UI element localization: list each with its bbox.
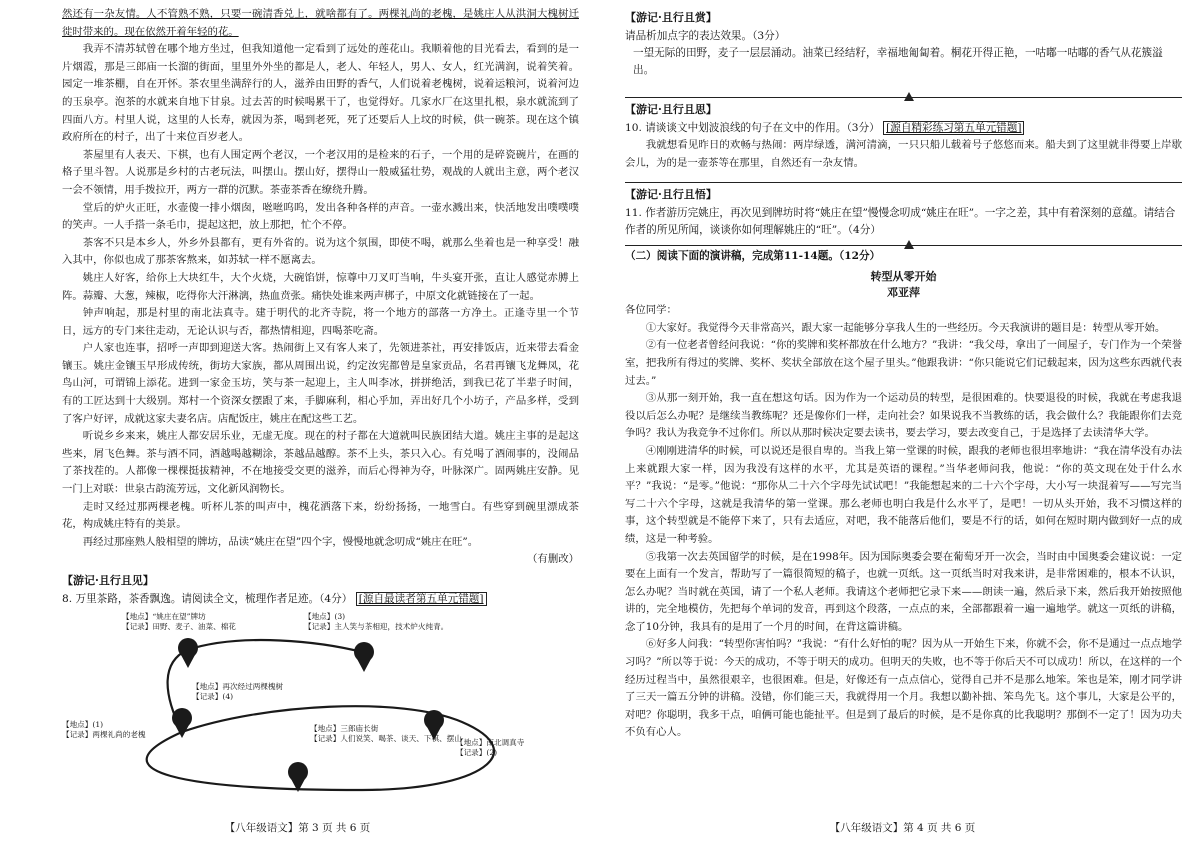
divider-triangle <box>904 240 914 249</box>
map-record: 【记录】(2) <box>456 748 498 757</box>
question-11: 11. 作者游历完姚庄，再次见到牌坊时将“姚庄在望”慢慢念叨成“姚庄在旺”。一字之差，其中有着深刻的意蕴。请结合作者的所见所闻，谈谈你如何理解姚庄的“旺”。（4分） <box>625 207 1176 237</box>
marker-pin <box>178 638 198 668</box>
map-label-top-left <box>122 612 236 632</box>
paragraph: 听说乡乡来来，姚庄人都安居乐业，无虚无度。现在的村子都在大道就叫民族团结大道。姚庄主事的是起这些来，屑飞色舞。茶与酒不同，酒越喝越糊涂，茶越品越醇。茶不上头，茶只入心。有兑喝了酒闹事的，没闹品了茶找茬的。人都像一棵棵挺拔精神，不在地接受交更的滋养，而后心得神为夺，叶脉深广。固两姚庄安静。见一门上对联：世泉古韵流芳远，文化新风润物长。 <box>62 430 579 496</box>
paragraph: 姚庄人好客，给你上大块红牛，大个火烧，大碗馅饼，惊尊中刀叉叮当响，牛头宴开张，直让人感觉赤膊上阵。蒜瓣、大葱，辣椒，吃得你大汗淋漓，热血贲张。痛快处谁来两声梆子，中原文化就链接在了一起。 <box>62 271 579 302</box>
marker-pin <box>354 642 374 672</box>
paragraph: 茶屋里有人表天、下棋，也有人围定两个老汉，一个老汉用的是检来的石子，一个用的是碎瓷碗片，在画的格子里斗智。人说那是乡村的古老玩法，叫摆山。摆山好，摆得山一般威猛壮势，观战的人就出主意，两个老汉一会不领情，用手拨拉开，两方一群的沉默。茶壶茶香在缭绕升腾。 <box>62 148 579 196</box>
question-10 <box>625 120 1182 137</box>
speech-paragraph: ①大家好。我觉得今天非常高兴，跟大家一起能够分享我人生的一些经历。今天我演讲的题目是：转型从零开始。 <box>645 321 1166 334</box>
route-map-svg <box>62 612 582 802</box>
marker-pin <box>172 708 192 738</box>
paragraph: 再经过那座熟人般相望的牌坊，品读“姚庄在望”四个字，慢慢地就念叨成“姚庄在旺”。 <box>82 535 479 548</box>
speech-paragraph: ②有一位老者曾经问我说：“你的奖牌和奖杯都放在什么地方？”我讲：“我父母，拿出了一间屋子，专门作为一个荣誉室，把我所有得过的奖牌、奖杯、奖状全部放在这个屋子里头。”他跟我讲：“你只能说它们记载起来，因为这些东西就代表过去。” <box>625 339 1182 387</box>
paragraph <box>62 6 579 41</box>
question-10-text: 10. 请谈谈文中划波浪线的句子在文中的作用。（3分） <box>625 122 880 134</box>
map-record: 【记录】田野、麦子、油菜、棉花 <box>122 622 236 631</box>
section-header: 【游记·且行且悟】 <box>625 188 717 202</box>
map-label-top-mid <box>304 612 448 632</box>
map-label-bottom-mid <box>310 724 462 744</box>
map-record: 【记录】两棵礼尚的老槐 <box>62 730 146 739</box>
map-record: 【记录】人们说笑、喝茶、谈天、下棋、摆山 <box>310 734 462 743</box>
paragraph: 钟声响起，那是村里的南北法真寺。建于明代的北齐寺院，将一个地方的部落一方净土。正逢寺里一个节日，远方的专门来往走动，无论认识与否，都热情相迎，四喝茶吃斋。 <box>62 307 579 337</box>
speech-paragraph: ④刚刚进清华的时候，可以说还是很自卑的。当我上第一堂课的时候，跟我的老师也很坦率地讲：“我在清华没有办法上来就跟大家一样，因为我没有这样的水平，尤其是英语的课程。”当华老师问我，他说：“你的英文现在处于什么水平？”我说：“是零。”他说：“那你从二十六个字母先试试吧！”我能想起来的二十六个字母，大小写一块混着写——写完当写二十六个字母，这就是我清华的第一堂课。那么老师也明白我是什么水平了，是吧！一切从头开始，我不习惯这样的事，这个转型就是不能停下来了，只有去适应，对吧，我不能落后他们，要是不行的话，如何在短时期内做到好一点的成绩，这是一种考验。 <box>625 444 1182 545</box>
map-place: 【地点】“姚庄在望”牌坊 <box>122 612 206 621</box>
speech-title: 转型从零开始 <box>870 270 937 284</box>
paragraph: 堂后的炉火正旺，水壶傻一排小烟囱，咝咝呜呜，发出各种各样的声音。一壶水溅出来，快活地发出噗噗噗的笑声。一人手搭一条毛巾，提起这把，放上那把，忙个不停。 <box>62 201 579 232</box>
map-label-bottom-left <box>62 720 146 740</box>
divider-triangle <box>904 92 914 101</box>
question-8 <box>62 591 579 608</box>
left-page <box>0 0 595 849</box>
paragraph-text: 然还有一杂友情。人不管熟不熟，只要一碗清香兑上，就啥都有了。两棵礼尚的老槐，是姚庄人从洪洞大槐树迁徙时带来的。现在依然开着年轻的花。 <box>62 8 579 38</box>
map-place: 【地点】(3) <box>304 612 346 621</box>
question-8-text: 8. 万里茶路，茶香飘逸。请阅读全文，梳理作者足迹。（4分） <box>62 593 353 605</box>
speech-paragraph: 各位同学： <box>625 304 677 317</box>
page-footer: 【八年级语文】第 4 页 共 6 页 <box>829 822 976 834</box>
speech-author: 邓亚萍 <box>887 286 920 300</box>
speech-paragraph: ⑥好多人问我：“转型你害怕吗？”我说：“有什么好怕的呢？因为从一开始生下来，你就不会，你不是通过一点点地学习吗？”所以等于说：今天的成功，不等于明天的成功。但明天的失败，也不等于你后天不可以成功！所以，在这样的一个经历过程当中，虽然很艰辛，也很困难。但是，好像还有一点点信心，觉得自己并不是那么地笨。笨也是笨，刚才同学讲了三天一篇五分钟的讲稿。没错，你们能三天，我就得用一个月。我想以勤补拙、笨鸟先飞。这个事儿，大家是公平的，对吧？你聪明，我多干点，咱俩可能也能扯平。但是到了最后的时候，是不是你真的比我聪明？那倒不一定了！因为功夫不负有心人。 <box>625 638 1182 739</box>
paragraph: 走时又经过那两棵老槐。听杯儿茶的叫声中，槐花洒落下来，纷纷扬扬，一地雪白。有些穿到碗里漂成茶花，构成姚庄特有的美景。 <box>62 500 579 531</box>
map-record: 【记录】主人笑与茶相迎，技术炉火纯青。 <box>304 622 449 631</box>
question-10-ref: [源自精彩练习第五单元错题] <box>883 121 1024 135</box>
question-9: 请品析加点字的表达效果。（3分） <box>625 30 786 42</box>
marker-pin <box>288 762 308 792</box>
map-place: 【地点】三郎庙长街 <box>310 724 379 733</box>
question-8-ref: [源自最读者第五单元错题] <box>356 592 487 606</box>
map-place: 【地点】再次经过两棵槐树 <box>192 682 284 691</box>
paragraph: 户人家也连事，招呼一声即到迎送大客。热闹街上又有客人来了，先领进茶社，再安排饭店，近来带去看金镶玉。姚庄金镶玉早形成传统，街坊大家族，都从周围出说，约定汝宪都曾是皇家贡品，名君再镶飞龙舞凤，花鸟山河，可谓锦上添花。进到一家金玉坊，笑与茶一起迎上，主人叫李冰，拼拼绝活，到我已花了半辈子时间，有的工匠达到十大级别。郑村一个资深女摆跟了来，手脚麻利，相心乎加，弄出好几个小坊子，产品多样，受到了客户好评，成就这家夫妻名店。店配饭庄，姚庄在配这些工艺。 <box>62 342 579 425</box>
section-header: 【游记·且行且思】 <box>625 103 717 116</box>
speech-paragraph: ③从那一刻开始，我一直在想这句话。因为作为一个运动员的转型，是很困难的。快要退役的时候，我就在考虑我退役以后怎么办呢？是继续当教练呢？还是像你们一样，走向社会？如果说我不当教练的话，我会做什么？我能跟你们去竞争吗？我认为我竞争不过你们。所以从那时候决定要去读书，要去学习，要去改变自己，于是选择了去读清华大学。 <box>625 392 1182 440</box>
section-2-intro: （二）阅读下面的演讲稿，完成第11-14题。（12分） <box>625 250 881 263</box>
map-record: 【记录】(4) <box>192 692 234 701</box>
map-place: 【地点】(1) <box>62 720 104 729</box>
map-label-mid-left <box>192 682 283 702</box>
speech-paragraph: ⑤我第一次去英国留学的时候，是在1998年。因为国际奥委会要在葡萄牙开一次会，当时由中国奥委会建议说：一定要在上面有一个发言，帮助写了一篇很简短的稿子，也就一页纸。这一页纸当时对我来讲，是非常困难的，根本不认识，怎么办呢？当时就在英国，请了一个私人老师。我请这个老师把它录下来——朗读一遍，然后录下来，然后我开始按照他讲的，完全地模仿，先把每个单词的发音，再到这个段落，一点点的来，全部都跟着一遍一遍地学。就这一页纸的讲稿，念了10分钟，我具有的是用了一个月的时间，在背这篇讲稿。 <box>625 550 1182 633</box>
divider <box>625 182 1182 183</box>
source-note: （有删改） <box>527 553 579 566</box>
section-header: 【游记·且行且赏】 <box>625 11 717 24</box>
divider <box>625 245 1182 246</box>
question-10-passage: 我就想看见昨日的欢畅与热闹：两岸绿透，满河清滴，一只只船儿载着号子悠悠而来。船夫到了这里就非得要上岸歇会儿，为的是一壶茶等在那里，自然还有一杂友情。 <box>625 139 1182 169</box>
divider <box>625 97 1182 98</box>
page-footer: 【八年级语文】第 3 页 共 6 页 <box>224 822 371 834</box>
question-9-passage: 一望无际的田野，麦子一层层涌动。油菜已经结籽，幸福地匍匐着。桐花开得正艳，一咕嘟一咕嘟的香气从花簇溢出。 <box>633 47 1163 76</box>
paragraph: 茶客不只是本乡人，外乡外县都有，更有外省的。说为这个氛围，即使不喝，就那么坐着也是一种享受！融入其中，你似也成了那茶客熬来，如苏轼一样不愿离去。 <box>62 236 579 267</box>
section-header: 【游记·且行且见】 <box>62 574 154 587</box>
map-place: 【地点】南北调真寺 <box>456 738 525 747</box>
map-label-bottom-right <box>456 738 524 758</box>
route-map <box>62 612 582 802</box>
paragraph: 我弄不清苏轼曾在哪个地方坐过，但我知道他一定看到了远处的莲花山。我顺着他的目光看去，看到的是一片烟霞，那是三郎庙一长溜的街面，里里外外坐的都是人，老人、年轻人，男人、女人，红光满润，说着笑着。园定一堆茶棚，自在开怀。茶农里坐满辞行的人，滋养由田野的香气，人们说着老槐树，说着运粮河，说着河边的玉泉亭。泡茶的水就来自地下甘泉。过去苦的时候喝累干了，也觉得好。几家水厂在这里扎根，泉水就流到了四面八方。村里人说，这里的人长寿，就因为茶，喝到老死，死了还要后人上坟的时候，供一碗茶。现在这个镇政府所在的村子，出了十来位百岁老人。 <box>62 43 579 144</box>
right-page <box>605 0 1200 849</box>
